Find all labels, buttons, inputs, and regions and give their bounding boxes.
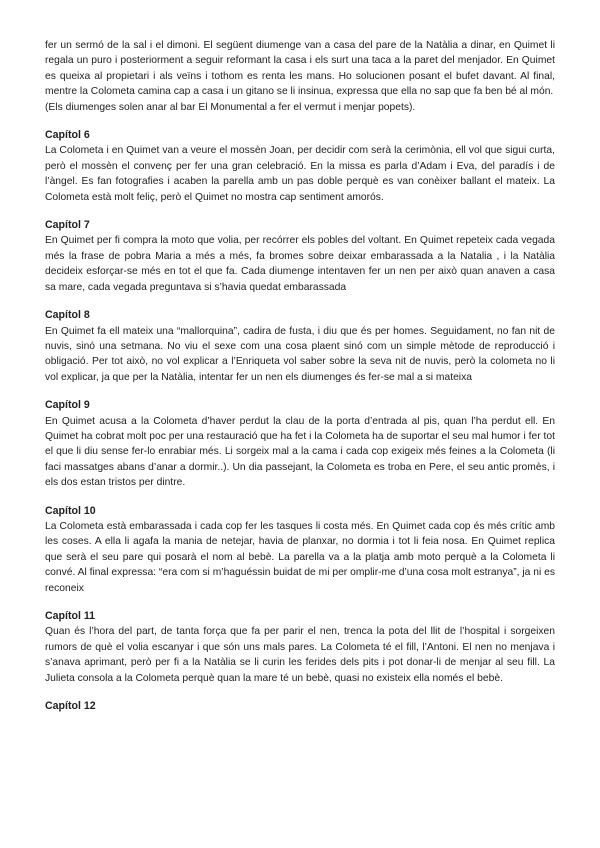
- chapter-6-heading: Capítol 6: [45, 129, 90, 142]
- intro-note: (Els diumenges solen anar al bar El Monumental a fer el vermut i menjar popets).: [45, 101, 416, 113]
- chapter-11-heading: Capítol 11: [45, 610, 96, 622]
- chapter-7-section: [45, 218, 555, 295]
- chapter-12-section: [45, 699, 555, 714]
- chapter-11-paragraph: Quan és l’hora del part, de tanta força que fa per parir el nen, trenca la pota del llit de l’hospital i sorgeixen rumors de què el volia escanyar i que són uns mals pares. La Colometa té el fill, l’Antoni. El nen no menjava i s’anava aprimant, però per fi a la Natàlia se li curin les ferides dels pits i pot donar-li de menjar al seu fill. La Julieta consola a la Colometa perquè quan la mare té un bebè, quasi no existeix ella només el bebè.: [45, 626, 555, 684]
- chapter-9-section: [45, 398, 555, 490]
- document-page: [45, 38, 555, 714]
- chapter-12-heading: Capítol 12: [45, 700, 96, 713]
- intro-paragraph: fer un sermó de la sal i el dimoni. El següent diumenge van a casa del pare de la Natàlia a dinar, en Quimet li regala un puro i posteriorment a seguir reformant la casa i els surt una taca a la paret del menjador. En Quimet es queixa al propietari i als veïns i tothom es renta les mans. Ho solucionen posant el bufet davant. Al final, mentre la Colometa camina cap a casa i un gitano se li insinua, expressa que ella no sap que fa ben bé al món.: [45, 40, 555, 98]
- chapter-11-section: [45, 609, 555, 686]
- chapter-9-heading: Capítol 9: [45, 399, 90, 412]
- chapter-7-paragraph: En Quimet per fi compra la moto que volia, per recórrer els pobles del voltant. En Quimet repeteix cada vegada més la frase de pobra Maria a més a més, fa bromes sobre deixar embarassada a la Natalia , i la Natàlia decideix esforçar-se més en tot el que fa. Cada diumenge intentaven fer un nen per això quan anaven a casa sa mare, cada vegada preguntava si s’havia quedat embarassada: [45, 235, 555, 293]
- chapter-6-section: [45, 128, 555, 205]
- chapter-10-section: [45, 504, 555, 596]
- chapter-10-paragraph: La Colometa està embarassada i cada cop fer les tasques li costa més. En Quimet cada cop és més crític amb les coses. A ella li agafa la mania de netejar, havia de planxar, no dormia i tot li feia nosa. En Quimet replica que serà el seu pare qui posarà el nom al bebè. La parella va a la platja amb moto perquè a la Colometa li convé. Al final expressa: “era com si m’haguéssin buidat de mi per omplir-me d’una cosa molt estranya”, ja ni es reconeix: [45, 520, 555, 594]
- chapter-10-heading: Capítol 10: [45, 504, 96, 517]
- chapter-6-paragraph: La Colometa i en Quimet van a veure el mossèn Joan, per decidir com serà la cerimònia, ell vol que sigui curta, però el mossèn el convenç per fer una gran celebració. En la missa es parla d’Adam i Eva, del paradís i de l’àngel. Es fan fotografies i acaben la parella amb un pas doble perquè es van conèixer ballant el mateix. La Colometa està molt feliç, però el Quimet no mostra cap sentiment amorós.: [45, 145, 555, 203]
- chapter-7-heading: Capítol 7: [45, 219, 90, 232]
- chapter-8-heading: Capítol 8: [45, 309, 90, 322]
- chapter-8-section: [45, 308, 555, 385]
- chapter-8-paragraph: En Quimet fa ell mateix una “mallorquina”, cadira de fusta, i diu que és per homes. Seguidament, no fan nit de nuvis, sinó una setmana. No viu el sexe com una cosa plaent sinó com un simple mètode de reproducció i obligació. Per tot això, no vol explicar a l’Enriqueta vol saber sobre la seva nit de nuvis, però la colometa no li vol explicar, ja que per la Natàlia, intentar fer un nen els diumenges és fer-se mal a si mateixa: [45, 325, 555, 383]
- chapter-9-paragraph: En Quimet acusa a la Colometa d’haver perdut la clau de la porta d’entrada al pis, quan l’ha perdut ell. En Quimet ha cobrat molt poc per una restauració que ha fet i la Colometa ha de suportar el seu mal humor i fer tot el que li diu sense fer-lo enrabiar més. Li sorgeix mal a la cama i cada cop exigeix més feines a la Colometa (li faci massatges abans d’anar a dormir..). Un dia passejant, la Colometa es troba en Pere, el seu antic promès, i els dos estan tristos per dintre.: [45, 415, 555, 489]
